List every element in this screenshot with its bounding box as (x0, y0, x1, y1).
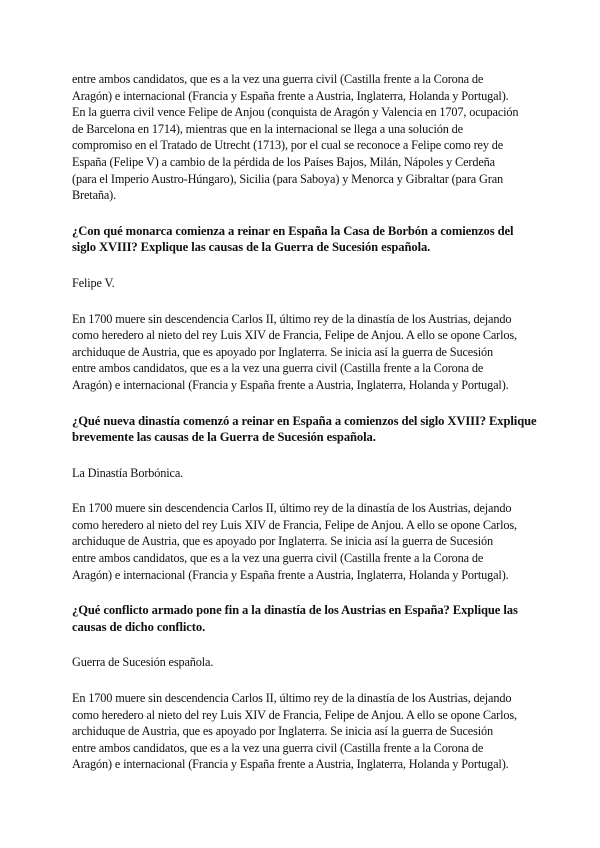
question-2: ¿Qué nueva dinastía comenzó a reinar en España a comienzos del siglo XVIII? Explique brevemente las causas de la Guerra de Sucesión española. (72, 413, 537, 445)
explanation-3: En 1700 muere sin descendencia Carlos II, último rey de la dinastía de los Austrias, dejando como heredero al nieto del rey Luis XIV de Francia, Felipe de Anjou. A ello se opone Carlos, archiduque de Austria, que es apoyado por Inglaterra. Se inicia así la guerra de Sucesión entre ambos candidatos, que es a la vez una guerra civil (Castilla frente a la Corona de Aragón) e internacional (Francia y España frente a Austria, Inglaterra, Holanda y Portugal). (72, 691, 517, 772)
qa-section-2 (72, 413, 538, 584)
answer-3: Guerra de Sucesión española. (72, 655, 214, 670)
qa-section-1 (72, 223, 538, 394)
answer-2: La Dinastía Borbónica. (72, 465, 184, 480)
answer-1: Felipe V. (72, 275, 115, 290)
question-3: ¿Qué conflicto armado pone fin a la dinastía de los Austrias en España? Explique las causas de dicho conflicto. (72, 603, 518, 634)
question-1: ¿Con qué monarca comienza a reinar en España la Casa de Borbón a comienzos del siglo XVIII? Explique las causas de la Guerra de Sucesión española. (72, 223, 514, 255)
intro-paragraph: entre ambos candidatos, que es a la vez una guerra civil (Castilla frente a la Corona de Aragón) e internacional (Francia y España frente a Austria, Inglaterra, Holanda y Portugal). En la guerra civil vence Felipe de Anjou (conquista de Aragón y Valencia en 1707, ocupación de Barcelona en 1714), mientras que en la internacional se llega a una solución de compromiso en el Tratado de Utrecht (1713), por el cual se reconoce a Felipe como rey de España (Felipe V) a cambio de la pérdida de los Países Bajos, Milán, Nápoles y Cerdeña (para el Imperio Austro-Húngaro), Sicilia (para Saboya) y Menorca y Gibraltar (para Gran Bretaña). (72, 72, 519, 203)
qa-section-3 (72, 602, 538, 773)
explanation-1: En 1700 muere sin descendencia Carlos II, último rey de la dinastía de los Austrias, dejando como heredero al nieto del rey Luis XIV de Francia, Felipe de Anjou. A ello se opone Carlos, archiduque de Austria, que es apoyado por Inglaterra. Se inicia así la guerra de Sucesión entre ambos candidatos, que es a la vez una guerra civil (Castilla frente a la Corona de Aragón) e internacional (Francia y España frente a Austria, Inglaterra, Holanda y Portugal). (72, 311, 517, 392)
explanation-2: En 1700 muere sin descendencia Carlos II, último rey de la dinastía de los Austrias, dejando como heredero al nieto del rey Luis XIV de Francia, Felipe de Anjou. A ello se opone Carlos, archiduque de Austria, que es apoyado por Inglaterra. Se inicia así la guerra de Sucesión entre ambos candidatos, que es a la vez una guerra civil (Castilla frente a la Corona de Aragón) e internacional (Francia y España frente a Austria, Inglaterra, Holanda y Portugal). (72, 501, 517, 582)
